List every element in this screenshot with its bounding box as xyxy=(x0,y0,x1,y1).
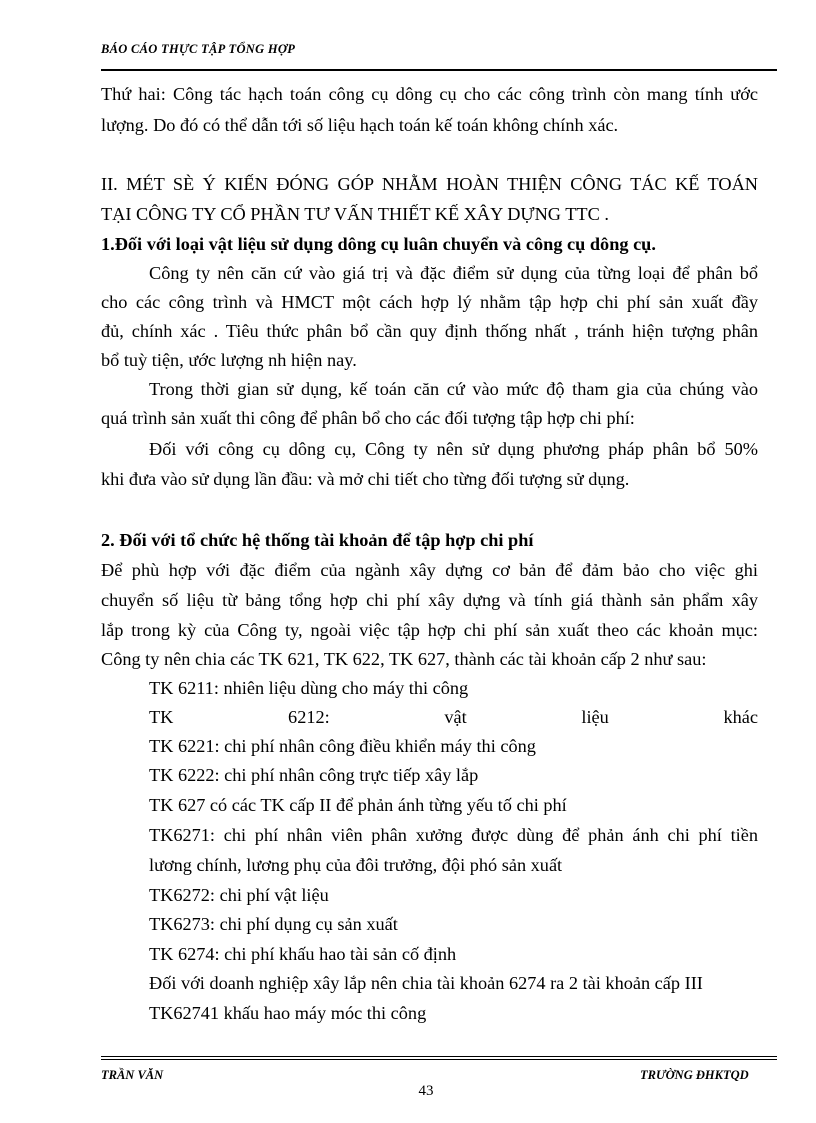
text-line: Công ty nên chia các TK 621, TK 622, TK 627, thành các tài khoản cấp 2 như sau: xyxy=(101,649,707,669)
text-line: Đối với công cụ dông cụ, Công ty nên sử dụng phương pháp phân bổ 50% xyxy=(149,439,758,459)
footer-author: TRẦN VĂN xyxy=(101,1068,164,1082)
section-heading: TẠI CÔNG TY CỔ PHẦN TƯ VẤN THIẾT KẾ XÂY DỰNG TTC . xyxy=(101,204,609,224)
section-heading: II. MÉT SÈ Ý KIẾN ĐÓNG GÓP NHẰM HOÀN THIỆN CÔNG TÁC KẾ TOÁN xyxy=(101,174,758,194)
text-line: cho các công trình và HMCT một cách hợp lý nhằm tập hợp chi phí sản xuất đầy xyxy=(101,292,758,312)
account-line: TK 6222: chi phí nhân công trực tiếp xây lắp xyxy=(149,765,479,785)
text-line: chuyển số liệu từ bảng tổng hợp chi phí xây dựng và tính giá thành sản phẩm xây xyxy=(101,590,758,610)
account-line: TK6272: chi phí vật liệu xyxy=(149,885,329,905)
header-rule xyxy=(101,69,777,71)
text-line: Để phù hợp với đặc điểm của ngành xây dựng cơ bản để đảm bảo cho việc ghi xyxy=(101,560,758,580)
text-line: lượng. Do đó có thể dẫn tới số liệu hạch toán kế toán không chính xác. xyxy=(101,115,619,135)
account-line: TK6273: chi phí dụng cụ sản xuất xyxy=(149,914,398,934)
account-line: TK62741 khấu hao máy móc thi công xyxy=(149,1003,427,1023)
running-header: BÁO CÁO THỰC TẬP TỔNG HỢP xyxy=(101,42,296,56)
word: TK xyxy=(149,707,174,727)
page-number: 43 xyxy=(418,1083,434,1099)
text-line: Công ty nên căn cứ vào giá trị và đặc điểm sử dụng của từng loại để phân bổ xyxy=(149,263,758,283)
subsection-heading: 2. Đối với tổ chức hệ thống tài khoản để tập hợp chi phí xyxy=(101,530,534,550)
account-line: Đối với doanh nghiệp xây lắp nên chia tài khoản 6274 ra 2 tài khoản cấp III xyxy=(149,973,703,993)
text-line: lắp trong kỳ của Công ty, ngoài việc tập hợp chi phí sản xuất theo các khoản mục: xyxy=(101,620,758,640)
word: liệu xyxy=(581,707,609,727)
text-line: quá trình sản xuất thi công để phân bổ cho các đối tượng tập hợp chi phí: xyxy=(101,408,635,428)
account-line: TK 6221: chi phí nhân công điều khiển máy thi công xyxy=(149,736,536,756)
footer-rule xyxy=(101,1056,777,1057)
text-line: bổ tuỳ tiện, ước lượng nh hiện nay. xyxy=(101,350,357,370)
word: 6212: xyxy=(288,707,330,727)
footer-school: TRƯỜNG ĐHKTQD xyxy=(640,1068,749,1082)
account-line-tk6212 xyxy=(149,704,758,730)
account-line: TK 6274: chi phí khấu hao tài sản cố định xyxy=(149,944,457,964)
text-line: khi đưa vào sử dụng lần đầu: và mở chi tiết cho từng đối tượng sử dụng. xyxy=(101,469,630,489)
text-line: đủ, chính xác . Tiêu thức phân bổ cần quy định thống nhất , tránh hiện tượng phân xyxy=(101,321,758,341)
word: khác xyxy=(723,707,758,727)
footer-rule xyxy=(101,1059,777,1060)
word: vật xyxy=(444,707,467,727)
account-line: TK 6211: nhiên liệu dùng cho máy thi công xyxy=(149,678,469,698)
text-line: Thứ hai: Công tác hạch toán công cụ dông cụ cho các công trình còn mang tính ước xyxy=(101,84,758,104)
account-line: lương chính, lương phụ của đôi trưởng, đội phó sản xuất xyxy=(149,855,563,875)
text-line: Trong thời gian sử dụng, kế toán căn cứ vào mức độ tham gia của chúng vào xyxy=(149,379,758,399)
account-line: TK 627 có các TK cấp II để phản ánh từng yếu tố chi phí xyxy=(149,795,567,815)
account-line: TK6271: chi phí nhân viên phân xưởng được dùng để phản ánh chi phí tiền xyxy=(149,825,758,845)
subsection-heading: 1.Đối với loại vật liệu sử dụng dông cụ luân chuyển và công cụ dông cụ. xyxy=(101,234,656,254)
